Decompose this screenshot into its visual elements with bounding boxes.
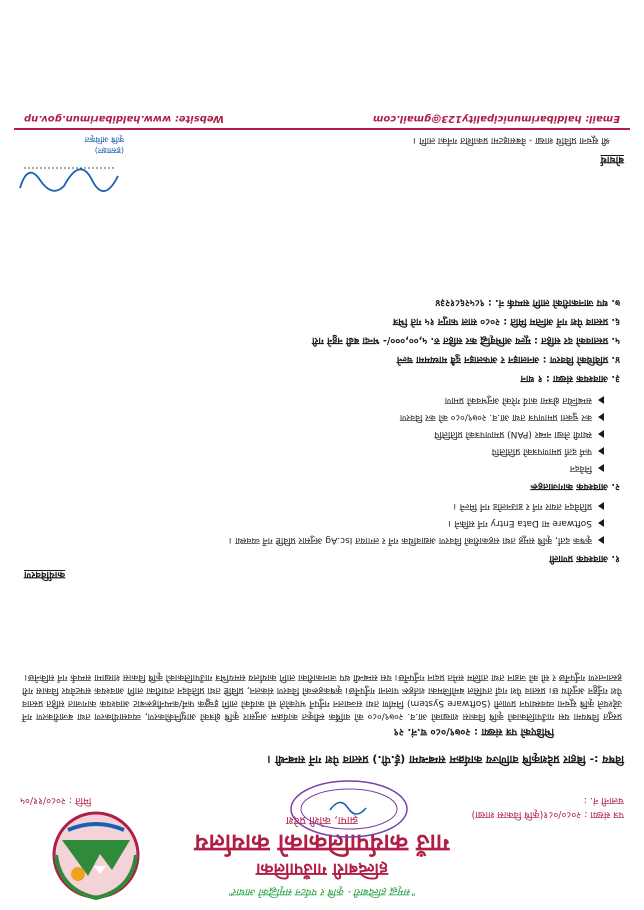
section-4-title: ४. प्रविधिको विवरण : अनलाइन र अफलाइन दुवै माध्यममा चल्ने xyxy=(396,354,620,365)
patra-sankhya: पत्र संख्या : २०८०/०८१(कृषि विकास शाखा) xyxy=(471,809,624,820)
signature-note: (हस्ताक्षर) xyxy=(94,146,124,155)
officer-role: कृषि अधिकृत xyxy=(84,135,124,144)
list-item: निवेदन xyxy=(570,463,604,476)
requirements-heading: कार्यविवरण xyxy=(24,569,66,580)
bullet-icon xyxy=(598,397,604,405)
office-stamp xyxy=(284,774,414,844)
bullet-icon xyxy=(598,448,604,456)
list-item: Software मा Data Entry गर्न सकिने । xyxy=(448,518,604,531)
section-2-title: २. आवश्यक कागजातहरू xyxy=(530,481,620,492)
list-item: स्थायी लेखा नम्बर (PAN) प्रमाणपत्रको प्रतिलिपि xyxy=(434,429,604,442)
signature-mark xyxy=(14,160,124,210)
bullet-icon xyxy=(598,414,604,422)
section-3-title: ३. आवश्यक संख्या : १ थान xyxy=(520,373,620,384)
letter-date: मिति : २०८०/११/०५ xyxy=(20,795,92,806)
footer-divider xyxy=(14,128,630,130)
bullet-icon xyxy=(598,520,604,528)
signature-block xyxy=(14,135,124,210)
bodharth-label: बोधार्थ xyxy=(600,154,624,165)
footer-website[interactable]: Website: www.haldibarimun.gov.np xyxy=(24,113,225,124)
footer-email[interactable]: Email: haldibarimunicipality123@gmail.com xyxy=(372,113,620,124)
subject-line: विषय :- बिहार प्रदेशकृषि वाणिज्य कार्यक्रम सम्बन्धमा (ई.पी.) प्रस्ताव पेश गर्ने सम्बन्धी । xyxy=(267,753,624,766)
section-6-title: ६. प्रस्ताव पेश गर्ने अन्तिम मिति : २०८० साल फागुन १५ गते भित्र xyxy=(392,316,620,327)
list-item: प्रतिवेदन तयार गर्न र डाउनलोड गर्न मिल्ने । xyxy=(454,501,605,514)
district-line: झापा, कोशी प्रदेश xyxy=(286,814,358,827)
list-item: कर चुक्ता प्रमाणपत्र तथा आ.व. २०७९/०८० को कर विवरण xyxy=(400,412,604,425)
slogan: "समृद्ध हल्दिबारी - कृषि र पर्यटन समृद्धिको आधार" xyxy=(228,886,416,897)
bullet-icon xyxy=(598,431,604,439)
section-5-title: ५. प्रस्तावको दर सहित : मूल्य अभिवृद्धि कर सहित रु. ५,००,०००/- भन्दा बढी नहुने गरी xyxy=(312,335,620,346)
bodharth-line: श्री सूचना प्रविधि शाखा - वेबसाइटमा प्रकाशित गर्नका लागि । xyxy=(412,135,610,145)
list-item: फर्म दर्ता प्रमाणपत्रको प्रतिलिपि xyxy=(492,446,604,459)
municipality-name: हल्दिबारी गाउँपालिका xyxy=(256,859,388,879)
section-7-title: ७. थप जानकारीको लागि सम्पर्क नं. : ९८५२६८१२३४ xyxy=(435,297,620,308)
body-paragraph: प्रस्तुत विषयमा यस गाउँपालिकाको कृषि विकास शाखाको आ.व. २०७९/०८० को वार्षिक स्वीकृत कार्यक्रम अनुसार कृषि क्षेत्रको आधुनिकीकरण, व्यवसायीकरण तथा बजारीकरण गर्ने उद्देश्यले कृषि सूचना व्यवस्थापन प्रणाली (Software System) निर्माण तथा सञ्चालन गर्नुपर्ने भएकोले सो कार्यको लागि इच्छुक फर्म/कम्पनीहरूबाट आवश्यक कागजात सहित प्रस्ताव पेश गर्नुहुन अनुरोध छ। प्रस्ताव पेश गर्दा तपसिल बमोजिमका शर्तहरू पालना गर्नुपर्नेछ। कृषकहरूको विवरण संकलन, प्रविष्टि तथा प्रतिवेदन तयारीका लागि आवश्यक सफ्टवेयर विकास गरी हस्तान्तरण गर्नुपर्नेछ र सो को जडान तथा तालिम समेत प्रदान गर्नुपर्नेछ। यस सम्बन्धी थप जानकारीका लागि कार्यालय समयभित्र गाउँपालिकाको कृषि विकास शाखामा सम्पर्क गर्न सकिनेछ। xyxy=(22,672,622,721)
list-item: कृषक दर्ता, कृषि समूह तथा सहकारीको विवरण अद्यावधिक गर्ने र लगायत Isc.Ag अनुसार प्रविष्टि गर्ने व्यवस्था । xyxy=(24,535,604,548)
reference-letter: भिडिएको पत्र संख्या : २०७९/०८० च.नं. २९ xyxy=(393,726,554,737)
chalani-number: चलानी नं. : xyxy=(583,795,624,806)
office-title: गाउँ कार्यपालिकाको कार्यालय xyxy=(194,829,450,857)
bullet-icon xyxy=(598,465,604,473)
bullet-icon xyxy=(598,537,604,545)
bullet-icon xyxy=(598,503,604,511)
list-item: सम्बन्धित क्षेत्रमा कार्य गरेको अनुभवको प्रमाण xyxy=(445,395,604,408)
section-1-title: १. आवश्यक प्रणाली xyxy=(549,553,620,564)
